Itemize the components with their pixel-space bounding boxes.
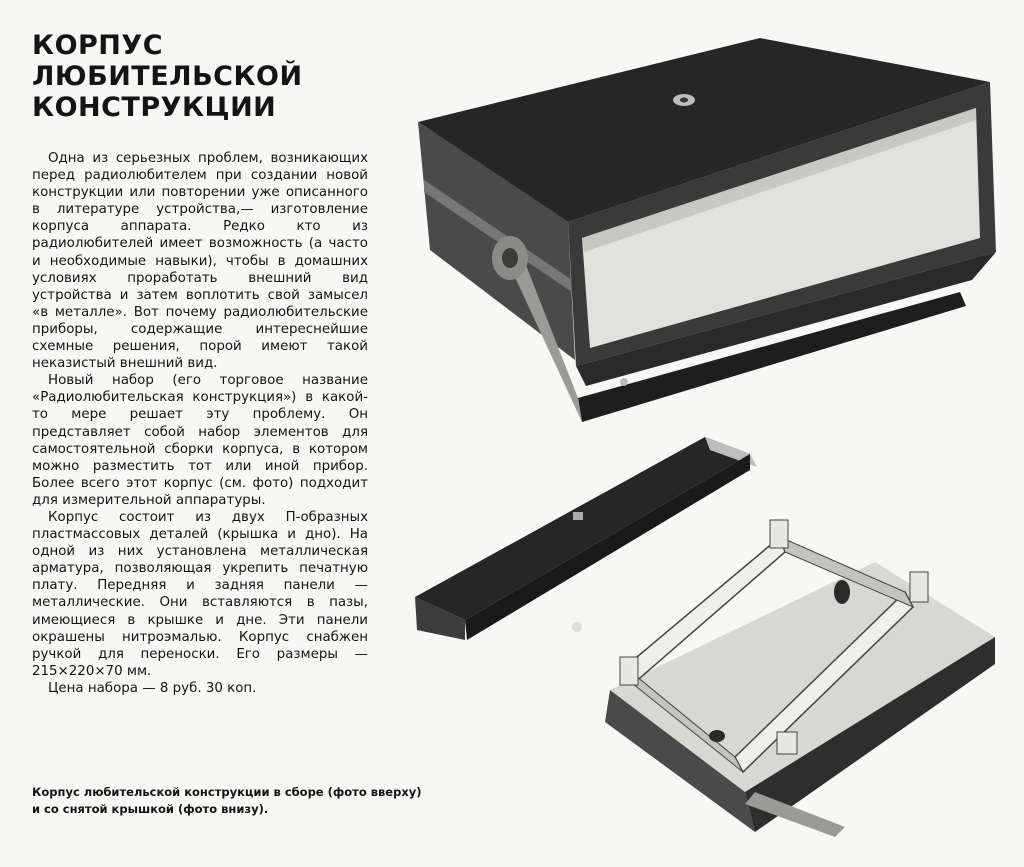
paragraph-construction: Корпус состоит из двух П-образных пластмассовых деталей (крышка и дно). На одной из них установлена металлическая арматура, позволяющая укрепить печатную плату. Передняя и задняя панели — металлические. Они вставляются в пазы, имеющиеся в крышке и дне. Эти панели окрашены нитроэмалью. Корпус снабжен ручкой для переноски. Его размеры — 215×220×70 мм. — [32, 509, 368, 679]
photo-case-lid-removed — [405, 432, 1005, 842]
paragraph-intro: Одна из серьезных проблем, возникающих перед радиолюбителем при создании новой конструкции или повторении уже описанного в литературе устройства,— изготовление корпуса аппарата. Редко кто из радиолюбителей имеет возможность (а часто и необходимые навыки), чтобы в домашних условиях проработать внешний вид устройства и затем воплотить свой замысел «в металле». Вот почему радиолюбительские приборы, содержащие интереснейшие схемные решения, порой имеют такой неказистый внешний вид. — [32, 151, 368, 372]
title-line-3: КОНСТРУКЦИИ — [32, 92, 277, 123]
caption-line-1: Корпус любительской конструкции в сборе (фото вверху) — [32, 785, 422, 799]
title-line-2: ЛЮБИТЕЛЬСКОЙ — [32, 61, 303, 92]
article-title — [32, 30, 362, 123]
title-line-1: КОРПУС — [32, 30, 164, 61]
photo-assembled-case — [400, 30, 1010, 435]
caption-line-2: и со снятой крышкой (фото внизу). — [32, 802, 269, 816]
paragraph-price: Цена набора — 8 руб. 30 коп. — [48, 680, 257, 696]
article-body — [32, 150, 368, 697]
removed-lid — [415, 437, 750, 620]
paragraph-new-kit: Новый набор (его торговое название «Радиолюбительская конструкция») в какой-то мере решает эту проблему. Он представляет собой набор элементов для самостоятельной сборки корпуса, в котором можно разместить тот или иной прибор. Более всего этот корпус (см. фото) подходит для измерительной аппаратуры. — [32, 373, 368, 508]
